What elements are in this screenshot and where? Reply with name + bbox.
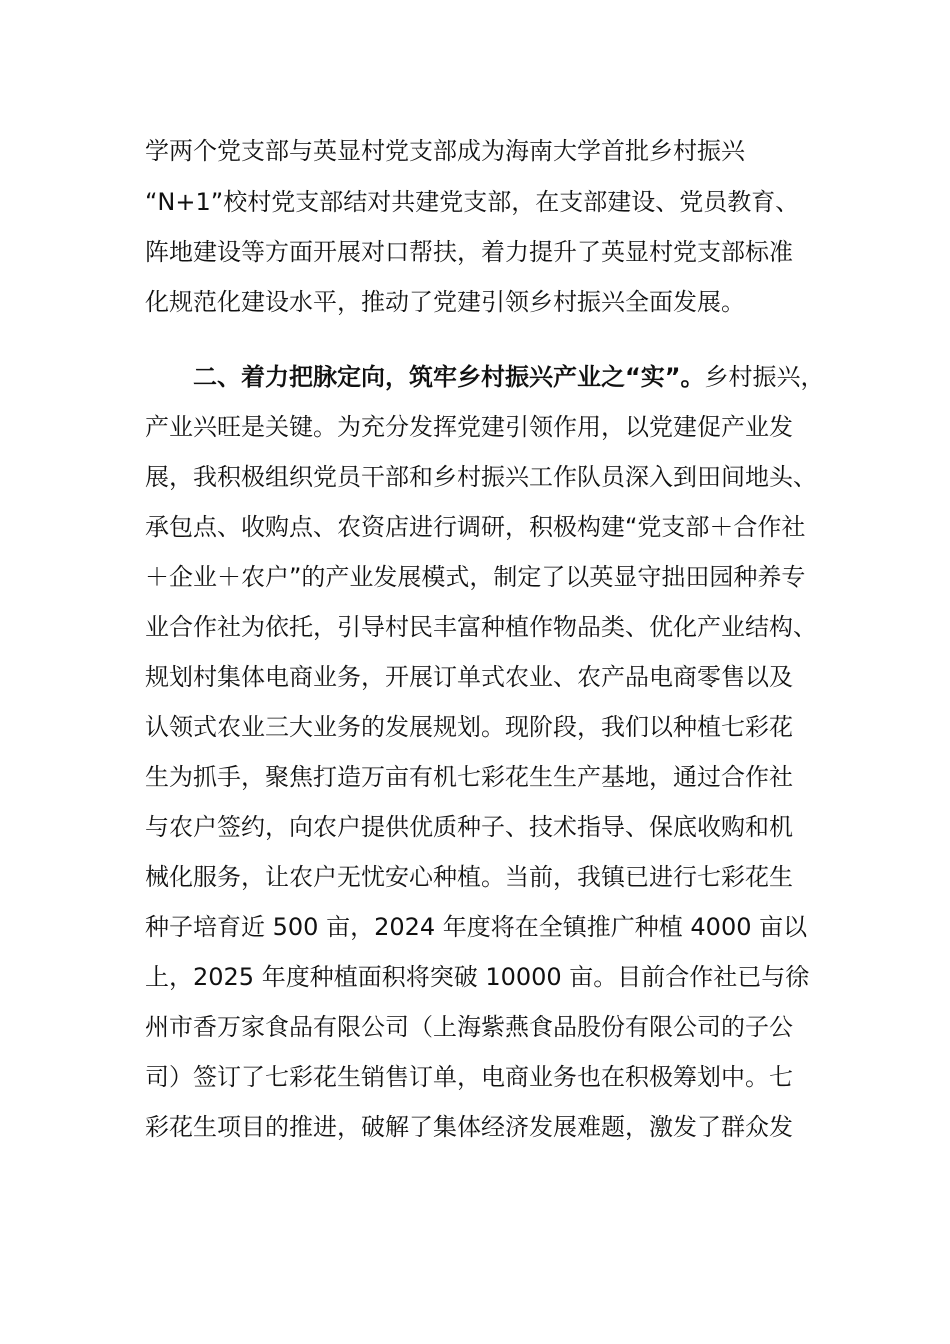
paragraph-line: 阵地建设等方面开展对口帮扶，着力提升了英显村党支部标准 [145, 238, 793, 266]
paragraph-line: 产业兴旺是关键。为充分发挥党建引领作用，以党建促产业发 [145, 413, 793, 441]
paragraph-first-line [145, 352, 825, 402]
paragraph-line: 承包点、收购点、农资店进行调研，积极构建“党支部＋合作社 [145, 513, 806, 541]
paragraph-1 [145, 126, 825, 327]
first-line-text: 乡村振兴， [704, 363, 825, 391]
paragraph-spacing [145, 327, 825, 352]
paragraph-line: 学两个党支部与英显村党支部成为海南大学首批乡村振兴 [145, 137, 745, 165]
paragraph-line: 与农户签约，向农户提供优质种子、技术指导、保底收购和机 [145, 813, 793, 841]
paragraph-line: 规划村集体电商业务，开展订单式农业、农产品电商零售以及 [145, 663, 793, 691]
paragraph-line: 业合作社为依托，引导村民丰富种植作物品类、优化产业结构、 [145, 613, 817, 641]
paragraph-line: 种子培育近 500 亩，2024 年度将在全镇推广种植 4000 亩以 [145, 913, 808, 941]
paragraph-2 [145, 352, 825, 1152]
paragraph-line: ＋企业＋农户”的产业发展模式，制定了以英显守拙田园种养专 [145, 563, 806, 591]
paragraph-line: “N+1”校村党支部结对共建党支部，在支部建设、党员教育、 [145, 188, 800, 216]
paragraph-line: 械化服务，让农户无忧安心种植。当前，我镇已进行七彩花生 [145, 863, 793, 891]
paragraph-line: 生为抓手，聚焦打造万亩有机七彩花生生产基地，通过合作社 [145, 763, 793, 791]
paragraph-line: 州市香万家食品有限公司（上海紫燕食品股份有限公司的子公 [145, 1013, 793, 1041]
paragraph-line: 展，我积极组织党员干部和乡村振兴工作队员深入到田间地头、 [145, 463, 817, 491]
section-heading: 二、着力把脉定向，筑牢乡村振兴产业之“实”。 [193, 363, 705, 391]
paragraph-line: 认领式农业三大业务的发展规划。现阶段，我们以种植七彩花 [145, 713, 793, 741]
paragraph-line: 化规范化建设水平，推动了党建引领乡村振兴全面发展。 [145, 288, 745, 316]
paragraph-line: 上，2025 年度种植面积将突破 10000 亩。目前合作社已与徐 [145, 963, 810, 991]
paragraph-line: 司）签订了七彩花生销售订单，电商业务也在积极筹划中。七 [145, 1063, 793, 1091]
document-body [145, 126, 825, 1152]
paragraph-line: 彩花生项目的推进，破解了集体经济发展难题，激发了群众发 [145, 1113, 793, 1141]
